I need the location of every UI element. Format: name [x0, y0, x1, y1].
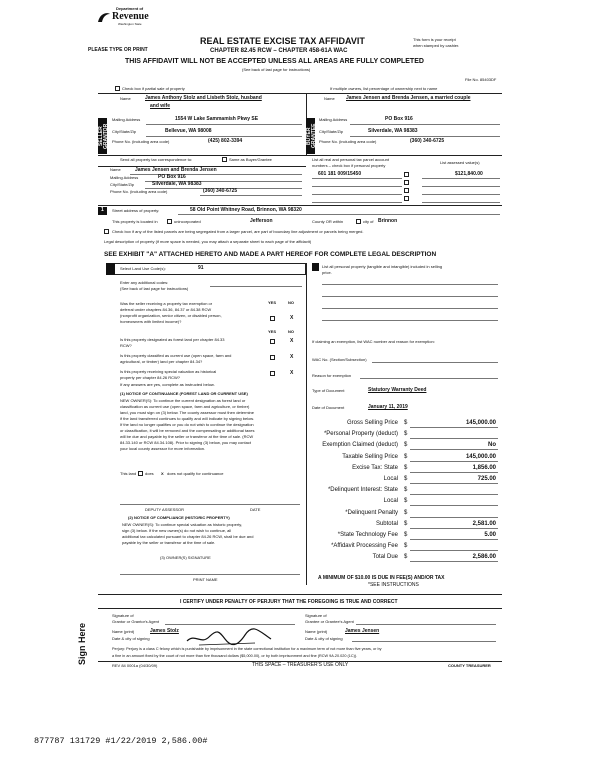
logo-line1: Department of [116, 6, 144, 11]
continuance-line: land, you must sign on (3) below. The county assessor must then determine [120, 410, 254, 415]
continuance-line: if the land transferred continues to qualify and will indicate by signing below. [120, 416, 255, 421]
file-number: File No. 85403DF [465, 77, 497, 82]
section-1-marker [98, 207, 107, 215]
seller-name-1: James Anthony Stolz and Lisbeth Stolz, husband [145, 95, 262, 101]
seller-city-label: City/State/Zip [112, 129, 137, 134]
grantor-signature [185, 627, 275, 649]
exempt-q1: Was the seller receiving a property tax exemption or [120, 301, 213, 306]
continuance-line: will be due and payable by the seller or transferor at the time of sale. (RCW [120, 434, 254, 439]
grantee-name: James Jensen [345, 628, 380, 634]
seller-mailing-label: Mailing Address [112, 117, 141, 122]
exemption-question: If claiming an exemption, list WAC number and reason for exemption: [312, 339, 435, 344]
county-label: County OR within [312, 219, 344, 224]
class-q2: agricultural, or timber) land per chapter 84.34? [120, 359, 203, 364]
street-address: 58 Old Point Whitney Road, Brinnon, WA 98320 [190, 207, 302, 213]
tax-row-line [410, 494, 498, 495]
tax-row-currency: $ [404, 532, 408, 538]
tax-row-line [410, 539, 498, 540]
county-treasurer-label: COUNTY TREASURER [448, 663, 491, 668]
corr-name-label: Name [110, 167, 121, 172]
tax-row-currency: $ [404, 454, 408, 460]
tax-row-value: 2,581.00 [472, 521, 496, 527]
continuance-line: 84.33.140 or RCW 84.34.108). Prior to signing (3) below, you may contact [120, 440, 251, 445]
yes-header-1: YES [268, 300, 277, 305]
corr-phone: (360) 340-6725 [203, 188, 238, 194]
personal-property-checkbox-3[interactable] [404, 188, 409, 193]
certify-statement: I CERTIFY UNDER PENALTY OF PERJURY THAT THE FOREGOING IS TRUE AND CORRECT [180, 599, 398, 605]
buyer-city: Silverdale, WA 98383 [368, 128, 418, 134]
hist-no-mark: X [290, 370, 294, 376]
tax-row-currency: $ [404, 521, 408, 527]
seller-name-label: Name [120, 96, 131, 101]
city-of-label: city of [363, 219, 374, 224]
buyer-name-label: Name [324, 96, 335, 101]
see-back: (See back of last page for instructions) [242, 67, 311, 72]
personal-property-checkbox-1[interactable] [404, 172, 409, 177]
exempt-q3: (nonprofit organization, senior citizen, or disabled person, [120, 313, 222, 318]
exempt-q4: homeowners with limited income)? [120, 319, 182, 324]
grantor-name: James Stolz [150, 628, 179, 634]
parcel-number: 601 181 009/15450 [318, 171, 362, 177]
form-chapter: CHAPTER 82.45 RCW – CHAPTER 458-61A WAC [210, 48, 348, 54]
seller-phone: (425) 802-3394 [208, 138, 243, 144]
tax-row-line [410, 438, 498, 439]
grantor-name-label: Name (print) [112, 629, 135, 634]
buyer-phone-label: Phone No. (including area code) [319, 139, 377, 144]
owner-signature-label: (3) OWNER(S) SIGNATURE [160, 555, 211, 560]
seller-label: SELLER GRANTOR [98, 123, 109, 149]
partial-sale-checkbox[interactable] [115, 86, 120, 91]
tax-row-line [410, 561, 498, 562]
tax-row-line [410, 483, 498, 484]
historic-title: (2) NOTICE OF COMPLIANCE (HISTORIC PROPERTY) [128, 515, 230, 520]
personal-property-label-2: price. [322, 270, 332, 275]
tax-row-value: 1,856.00 [472, 465, 496, 471]
doc-type-label: Type of Document [312, 388, 345, 393]
receipt-note-1: This form is your receipt [413, 37, 456, 42]
tax-row-label: Exemption Claimed (deduct) [322, 442, 398, 448]
tax-row-value: 5.00 [484, 532, 496, 538]
tax-row-label: *Affidavit Processing Fee [331, 543, 398, 549]
forest-no-mark: X [290, 338, 294, 344]
form-title: REAL ESTATE EXCISE TAX AFFIDAVIT [200, 36, 365, 46]
print-name-label: PRINT NAME [193, 577, 218, 582]
seller-label-bar [98, 118, 107, 154]
tax-row-line [410, 427, 498, 428]
corr-name: James Jensen and Brenda Jensen [135, 167, 217, 173]
tax-row-currency: $ [404, 498, 408, 504]
segregated-checkbox[interactable] [104, 229, 109, 234]
buyer-name: James Jensen and Brenda Jensen, a married couple [346, 95, 471, 101]
historic-line: additional tax calculated pursuant to chapter 84.26 RCW, shall be due and [122, 534, 254, 539]
tax-row-currency: $ [404, 465, 408, 471]
print-label: PLEASE TYPE OR PRINT [88, 47, 148, 53]
tax-row-label: Subtotal [375, 521, 398, 527]
logo-line3: Washington State [118, 22, 142, 26]
continuance-line: If the land no longer qualifies or you do not wish to continue the designation [120, 422, 254, 427]
corr-city-label: City/State/Zip [110, 182, 135, 187]
unincorporated-label: unincorporated [174, 219, 201, 224]
tax-row-label: *Personal Property (deduct) [323, 431, 398, 437]
sig-grantee-2: Grantee or Grantee's Agent [305, 619, 354, 624]
tax-row-currency: $ [404, 543, 408, 549]
grantee-date-city: Date & city of signing [305, 636, 343, 641]
assessed-header: List assessed value(s) [440, 160, 480, 165]
qualify-checkbox[interactable] [138, 471, 143, 476]
exempt-no-mark: X [290, 315, 294, 321]
buyer-address: PO Box 916 [385, 116, 413, 122]
tax-row-label: Excise Tax: State [352, 465, 398, 471]
reason-label: Reason for exemption [312, 373, 352, 378]
yes-header-2: YES [268, 329, 277, 334]
buyer-label: BUYER GRANTEE [306, 123, 317, 149]
forest-q1: Is this property designated as forest land per chapter 84.33 [120, 337, 225, 342]
tax-row-currency: $ [404, 420, 408, 426]
revision-label: REV 84 0001a (04/30/09) [112, 663, 158, 668]
tax-row-label: *State Technology Fee [337, 532, 398, 538]
form-notice: THIS AFFIDAVIT WILL NOT BE ACCEPTED UNLESS ALL AREAS ARE FULLY COMPLETED [125, 58, 424, 65]
hist-q1: Is this property receiving special valuation as historical [120, 369, 217, 374]
corr-mailing-label: Mailing Address [110, 175, 139, 180]
if-yes-note: If any answers are yes, complete as instructed below. [120, 382, 215, 387]
tax-row-value: 145,000.00 [465, 420, 496, 426]
unincorporated-checkbox[interactable] [167, 219, 172, 224]
tax-row-label: Taxable Selling Price [342, 454, 398, 460]
located-label: This property is located in [112, 219, 158, 224]
tax-row-currency: $ [404, 431, 408, 437]
tax-row-line [410, 517, 498, 518]
tax-row-value: 145,000.00 [465, 454, 496, 460]
continuance-line: or classification, it will be removed and the compensating or additional taxes [120, 428, 255, 433]
wac-label: WAC No. (Section/Subsection) [312, 357, 367, 362]
class-q1: Is this property classified as current use (open space, farm and [120, 353, 232, 358]
doc-date: January 11, 2019 [368, 404, 408, 410]
tax-row-value: 2,586.00 [472, 554, 496, 560]
seller-city: Bellevue, WA 98008 [165, 128, 212, 134]
tax-row-value: 725.00 [477, 476, 496, 482]
street-label: Street address of property: [112, 208, 160, 213]
does-label: does [145, 471, 154, 476]
city-checkbox[interactable] [356, 219, 361, 224]
corr-address: PO Box 916 [158, 174, 186, 180]
sig-grantor-1: Signature of [112, 613, 134, 618]
continuance-title: (1) NOTICE OF CONTINUANCE (FOREST LAND OR CURRENT USE) [120, 391, 248, 396]
city-name: Brinnon [378, 218, 398, 224]
tax-row-line [410, 550, 498, 551]
tax-row-line [410, 505, 498, 506]
seller-name-2: and wife [150, 103, 171, 109]
assessed-value: $121,840.00 [455, 171, 483, 177]
parcel-header-2: numbers – check box if personal property [312, 163, 386, 168]
grantor-date-city: Date & city of signing [112, 636, 150, 641]
buyer-mailing-label: Mailing Address [319, 117, 348, 122]
see-instructions: *SEE INSTRUCTIONS [368, 582, 419, 588]
parcel-header-1: List all real and personal tax parcel account [312, 157, 389, 162]
buyer-city-label: City/State/Zip [319, 129, 344, 134]
tax-row-currency: $ [404, 554, 408, 560]
personal-property-checkbox-4[interactable] [404, 196, 409, 201]
personal-property-checkbox-2[interactable] [404, 180, 409, 185]
continuance-line: classification as current use (open space, farm and agriculture, or timber) [120, 404, 250, 409]
tax-row-label: Total Due [372, 554, 398, 560]
sign-here: Sign Here [77, 622, 87, 665]
tax-row-label: Local [383, 498, 398, 504]
tax-row-value: No [488, 442, 496, 448]
seller-phone-label: Phone No. (including area code) [112, 139, 170, 144]
treasurer-label: THIS SPACE – TREASURER'S USE ONLY [252, 662, 349, 668]
county-name: Jefferson [250, 218, 273, 224]
sig-grantor-2: Grantor or Grantor's Agent [112, 619, 160, 624]
continuance-line: NEW OWNER(S): To continue the current designation as forest land or [120, 398, 246, 403]
continuance-line: your local county assessor for more information. [120, 446, 206, 451]
tax-row-currency: $ [404, 476, 408, 482]
exempt-q2: deferral under chapters 84.36, 84.37 or 84.38 RCW [120, 307, 212, 312]
forest-q2: RCW? [120, 343, 132, 348]
deputy-assessor-label: DEPUTY ASSESSOR [145, 507, 185, 512]
section-1-number: 1 [101, 207, 104, 213]
doc-date-label: Date of Document [312, 405, 345, 410]
tax-row-currency: $ [404, 487, 408, 493]
send-correspondence-label: Send all property tax correspondence to: [120, 157, 193, 162]
no-header-1: NO [288, 300, 294, 305]
corr-phone-label: Phone No. (including area code) [110, 189, 168, 194]
historic-line: payable by the seller or transferor at the time of sale. [122, 540, 216, 545]
qualify-label: does not qualify for continuance [167, 471, 224, 476]
perjury-line-2: a fine in an amount fixed by the court of not more than five thousand dollars ($5,000.00), or by both imprisonment and fine (RCW 9A.20.020 (1C)). [112, 654, 358, 658]
tax-row-line [410, 461, 498, 462]
tax-row-label: Local [383, 476, 398, 482]
does-not-mark: X [161, 471, 164, 476]
class-no-mark: X [290, 354, 294, 360]
same-as-buyer-checkbox[interactable] [222, 157, 227, 162]
buyer-phone: (360) 340-6725 [410, 138, 445, 144]
segregated-label: Check box if any of the listed parcels are being segregated from a larger parcel, are part of boundary line adjustment or parcels being merged. [112, 229, 364, 234]
corr-city: Silverdale, WA 98383 [152, 181, 202, 187]
legal-desc-label: Legal description of property (if more space is needed, you may attach a separate sheet to each page of the affidavit) [104, 239, 312, 244]
agency-logo [96, 6, 152, 32]
receipt-note-2: when stamped by cashier. [413, 43, 460, 48]
exempt-yes-checkbox[interactable] [270, 316, 275, 321]
tax-row-line [410, 528, 498, 529]
receipt-stamp: 877787 131729 #1/22/2019 2,586.00# [34, 736, 208, 746]
same-as-buyer-label: Same as Buyer/Grantee [229, 157, 272, 162]
partial-sale-label: Check box if partial sale of property [122, 86, 185, 91]
tax-row-label: Gross Selling Price [346, 420, 398, 426]
deputy-date-label: DATE [250, 507, 261, 512]
historic-line: sign (3) below. If the new owner(s) do not wish to continue, all [122, 528, 232, 533]
this-land-label: This land [120, 471, 137, 476]
perjury-line-1: Perjury: Perjury is a class C felony which is punishable by imprisonment in the state correctional institution for a maximum term of not more than five years, or by [112, 647, 382, 651]
no-header-2: NO [288, 329, 294, 334]
personal-property-label-1: List all personal property (tangible and intangible) included in selling [322, 264, 443, 269]
tax-row-label: *Delinquent Interest: State [327, 487, 398, 493]
tax-row-currency: $ [404, 510, 408, 516]
logo-word: Revenue [112, 11, 149, 22]
hist-yes-checkbox[interactable] [270, 371, 275, 376]
additional-codes-label: Enter any additional codes: [120, 280, 169, 285]
buyer-label-bar [306, 118, 315, 154]
logo-icon [96, 10, 112, 26]
hist-q2: property per chapter 84.26 RCW? [120, 375, 181, 380]
doc-type: Statutory Warranty Deed [368, 387, 427, 393]
tax-row-label: *Delinquent Penalty [345, 510, 398, 516]
landuse-code: 91 [198, 265, 204, 271]
tax-row-currency: $ [404, 442, 408, 448]
multiple-owners-label: If multiple owners, list percentage of ownership next to name [330, 86, 438, 91]
tax-row-line [410, 472, 498, 473]
forest-yes-checkbox[interactable] [270, 339, 275, 344]
minimum-fee-note: A MINIMUM OF $10.00 IS DUE IN FEE(S) AND/OR TAX [318, 575, 445, 581]
tax-row-line [410, 449, 498, 450]
grantee-name-label: Name (print) [305, 629, 328, 634]
landuse-see-back: (See back of last page for instructions) [120, 286, 189, 291]
seller-address: 1554 W Lake Sammamish Pkwy SE [175, 116, 259, 122]
class-yes-checkbox[interactable] [270, 355, 275, 360]
historic-line: NEW OWNER(S): To continue special valuation as historic property, [122, 522, 243, 527]
exhibit-reference: SEE EXHIBIT "A" ATTACHED HERETO AND MADE A PART HEREOF FOR COMPLETE LEGAL DESCRIPTION [104, 251, 437, 258]
landuse-label: Select Land Use Code(s): [120, 266, 166, 271]
sig-grantee-1: Signature of [305, 613, 327, 618]
